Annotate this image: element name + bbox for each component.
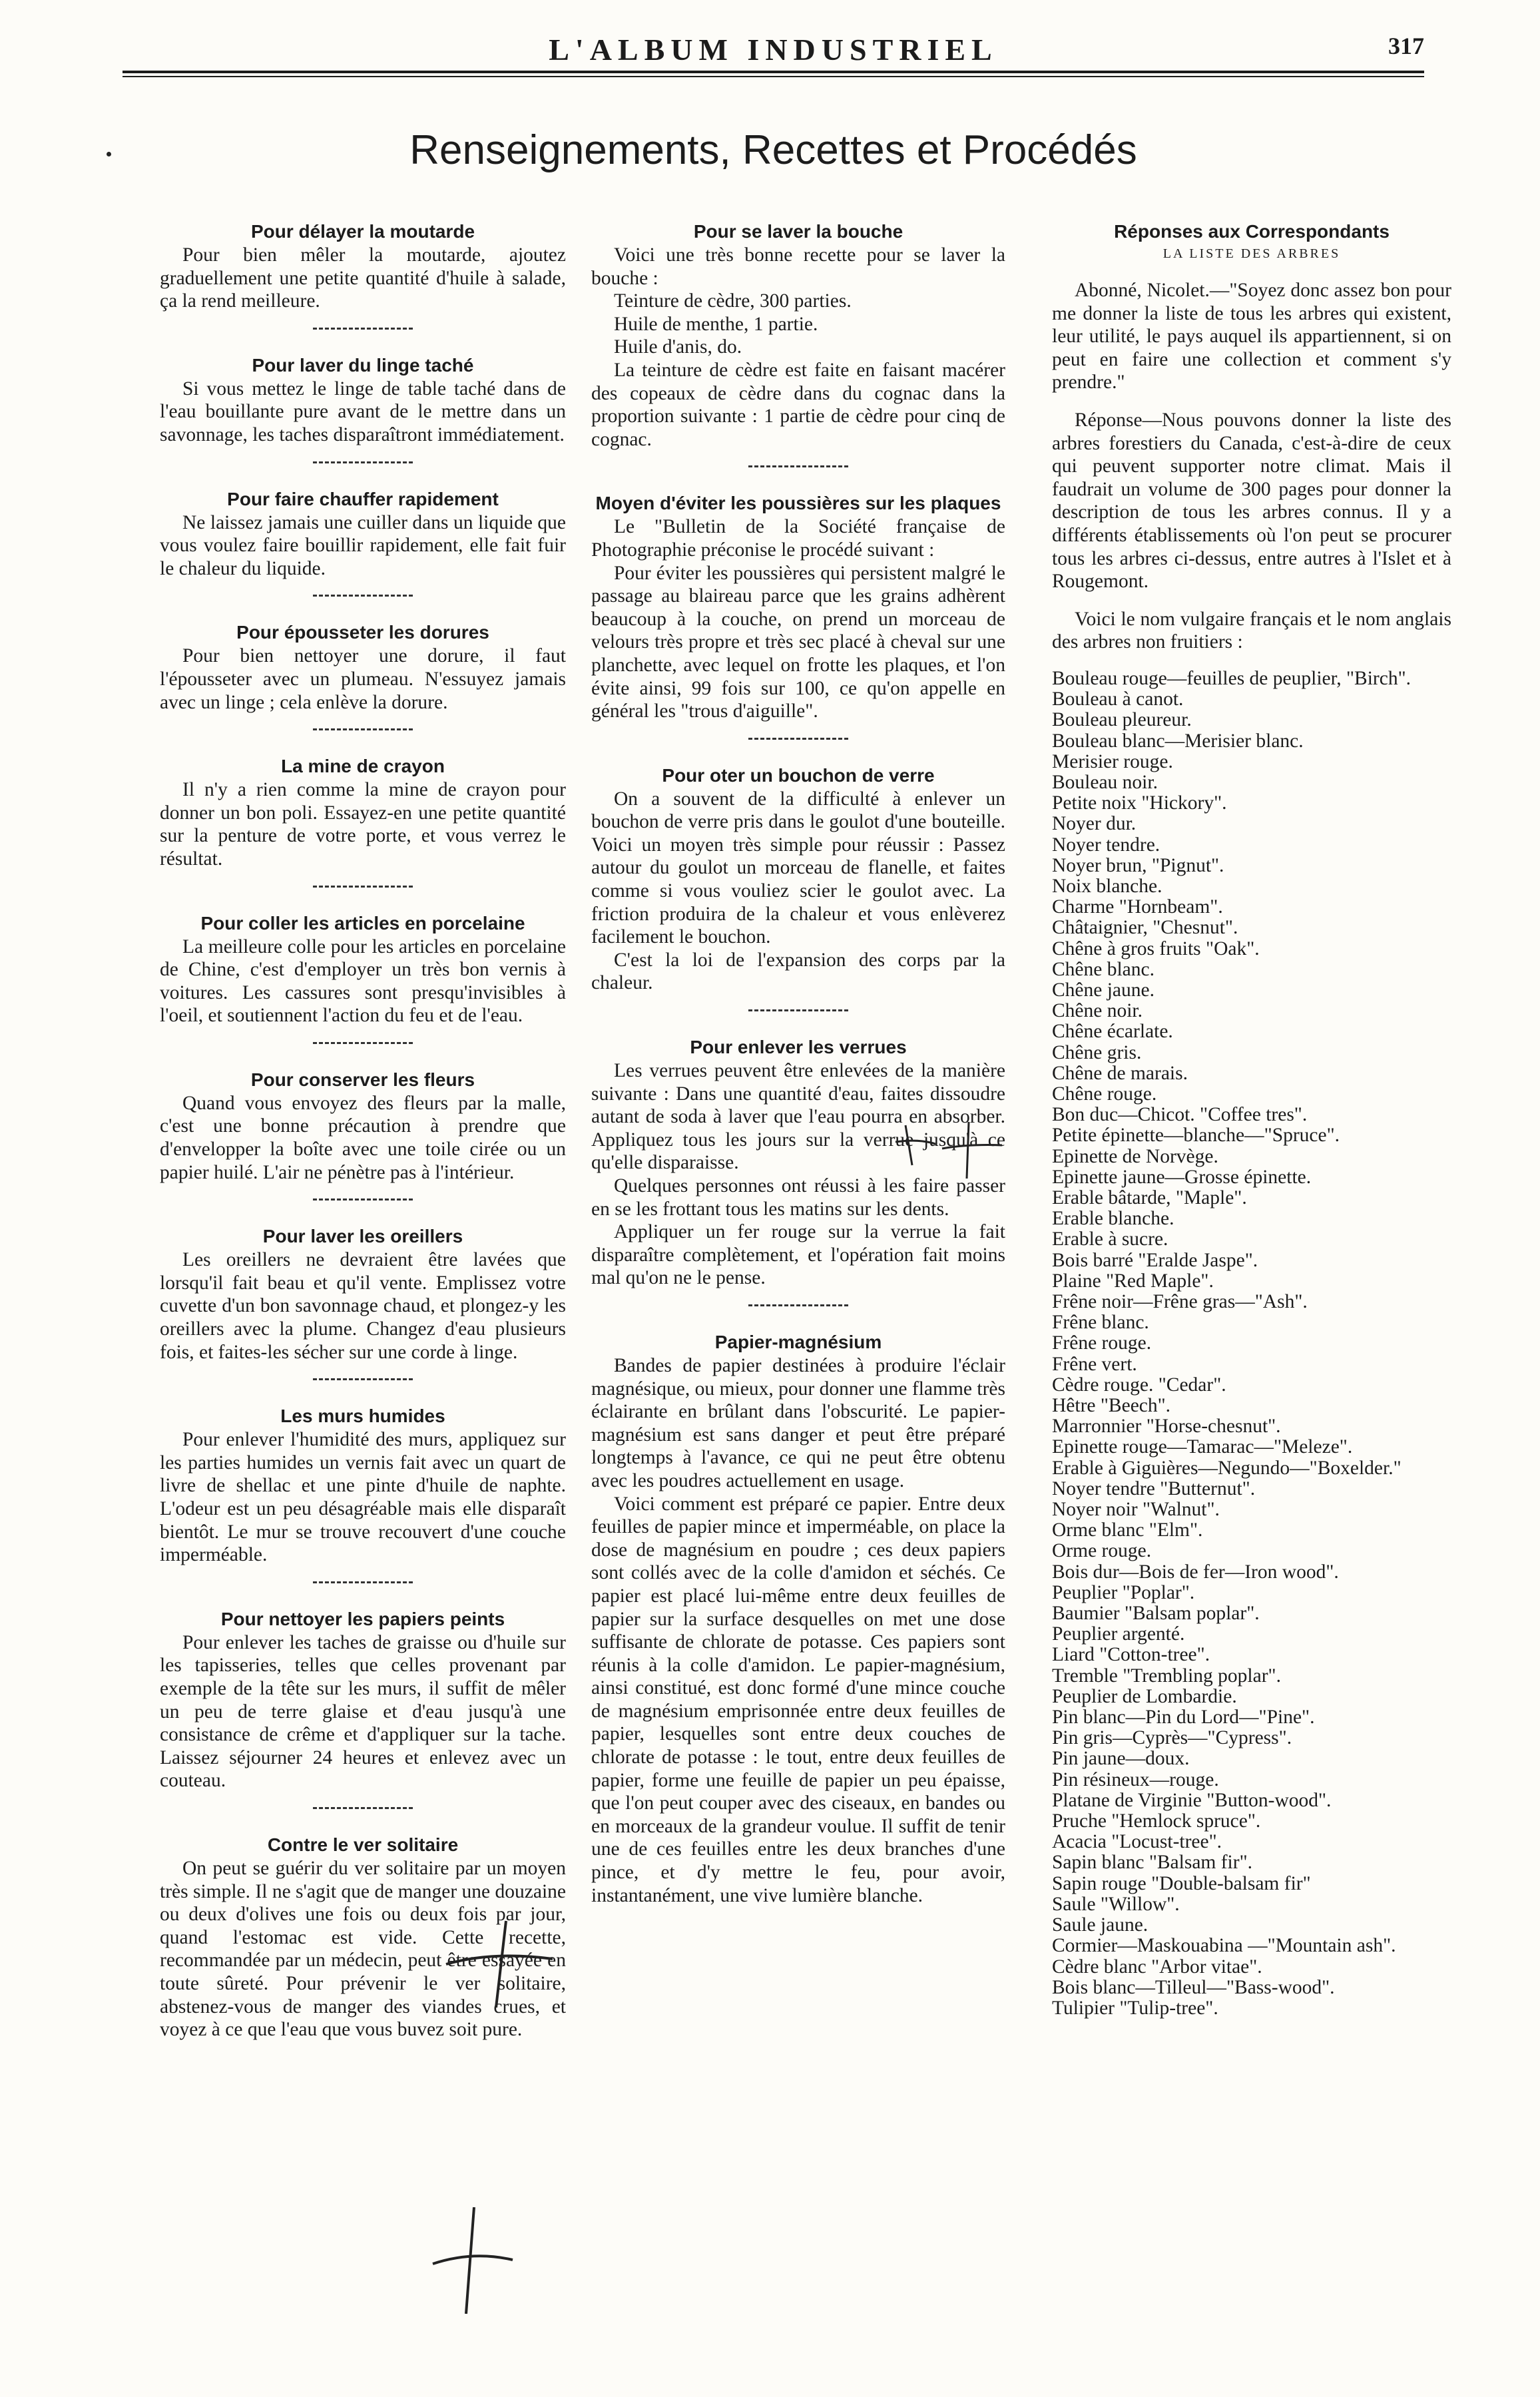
article-heading: Pour faire chauffer rapidement xyxy=(227,488,499,509)
article-heading: Pour oter un bouchon de verre xyxy=(662,764,935,786)
article-paragraph: La meilleure colle pour les articles en porcelaine de Chine, c'est d'employer un très bon vernis à voitures. Les cassures sont presqu'invisibles à l'oeil, et soutiennent l'action du feu et de l'eau. xyxy=(160,935,566,1027)
recipe-line: Teinture de cèdre, 300 parties. xyxy=(614,290,852,312)
section-separator xyxy=(313,595,413,597)
tree-list-item: Noyer noir "Walnut". xyxy=(1052,1499,1220,1521)
header-rule-top xyxy=(123,71,1424,73)
tree-list-item: Orme blanc "Elm". xyxy=(1052,1519,1203,1541)
section-separator xyxy=(313,328,413,330)
tree-list-item: Orme rouge. xyxy=(1052,1540,1152,1562)
tree-list-item: Erable à sucre. xyxy=(1052,1228,1168,1250)
tree-list-item: Epinette de Norvège. xyxy=(1052,1145,1218,1167)
tree-list-item: Saule jaune. xyxy=(1052,1914,1149,1936)
tree-list-item: Erable bâtarde, "Maple". xyxy=(1052,1187,1247,1208)
tree-list-item: Bouleau blanc—Merisier blanc. xyxy=(1052,730,1304,752)
article-paragraph: Il n'y a rien comme la mine de crayon pour donner un bon poli. Essayez-en une petite quantité sur la penture de votre porte, et vous verrez le résultat. xyxy=(160,779,566,870)
article-heading: Pour enlever les verrues xyxy=(690,1037,907,1058)
tree-list-item: Peuplier de Lombardie. xyxy=(1052,1685,1237,1707)
handwritten-cross-mark xyxy=(439,1918,559,2011)
tree-list-item: Frêne noir—Frêne gras—"Ash". xyxy=(1052,1291,1308,1312)
tree-list-item: Erable à Giguières—Negundo—"Boxelder." xyxy=(1052,1457,1402,1479)
article-section xyxy=(591,493,1005,722)
article-paragraph: Bandes de papier destinées à produire l'éclair magnésique, ou mieux, pour donner une flamme très éclairante en brûlant dans l'obscurité. Le papier-magnésium est sans danger et peut être préparé longtemps à l'avance, ce qui ne peut être obtenu avec les poudres actuellement en usage. xyxy=(591,1354,1005,1491)
tree-list-item: Chêne blanc. xyxy=(1052,958,1155,980)
tree-list-item: Bois dur—Bois de fer—Iron wood". xyxy=(1052,1561,1339,1583)
article-section xyxy=(160,489,566,581)
article-heading: Pour conserver les fleurs xyxy=(250,1069,475,1090)
tree-list-item: Chêne écarlate. xyxy=(1052,1021,1173,1043)
section-separator xyxy=(313,1807,413,1809)
tree-list-item: Pin jaune—doux. xyxy=(1052,1748,1190,1770)
tree-list-item: Marronnier "Horse-chesnut". xyxy=(1052,1416,1281,1438)
tree-list-item: Sapin rouge "Double-balsam fir" xyxy=(1052,1872,1311,1894)
article-paragraph: Voici le nom vulgaire français et le nom anglais des arbres non fruitiers : xyxy=(1052,608,1451,653)
article-section xyxy=(160,1069,566,1184)
article-paragraph: Voici comment est préparé ce papier. Entre deux feuilles de papier mince et imperméable, on place la dose de magnésium en poudre ; ces deux papiers sont collés avec de la colle d'amidon et séchés. Ce papier est placé lui-même entre deux feuilles de papier sur la surface desquelles on met une dose suffisante de chlorate de potasse. Ces papiers sont réunis à la colle d'amidon. Le papier-magnésium, ainsi constitué, est donc formé d'une mince couche de magnésium emprisonnée entre deux feuilles de papier, lesquelles sont entre deux couches de chlorate de potasse : le tout, entre deux feuilles de papier, forme une feuille de papier un peu épaisse, que l'on peut couper avec des ciseaux, en bandes ou en morceaux de la grandeur voulue. Il suffit de tenir une de ces feuilles entre les deux branches d'une pince, et d'y mettre le feu, pour avoir, instantanément, une vive lumière blanche. xyxy=(591,1493,1005,1906)
section-separator xyxy=(748,1009,848,1011)
tree-list-item: Liard "Cotton-tree". xyxy=(1052,1644,1210,1666)
article-section xyxy=(160,756,566,870)
article-heading: Papier-magnésium xyxy=(714,1331,882,1352)
tree-list-item: Chêne jaune. xyxy=(1052,979,1155,1001)
article-section xyxy=(160,1226,566,1364)
tree-list-item: Acacia "Locust-tree". xyxy=(1052,1831,1222,1853)
article-paragraph: Les oreillers ne devraient être lavées que lorsqu'il fait beau et qu'il vente. Emplissez votre cuvette d'un bon savonnage chaud, et plongez-y les oreillers avec la plume. Changez d'eau plusieurs fois, et faites-les sécher sur une corde à linge. xyxy=(160,1249,566,1363)
article-heading: Pour laver les oreillers xyxy=(262,1226,463,1247)
article-paragraph: Pour éviter les poussières qui persistent malgré le passage au blaireau parce que les grains adhèrent beaucoup à la couche, on prend un morceau de velours très propre et très sec placé à cheval sur une planchette, avec lequel on frotte les plaques, et l'on évite ainsi, 99 fois sur 100, ce qu'on appelle en général les "trous d'aiguille". xyxy=(591,562,1005,722)
tree-list-item: Saule "Willow". xyxy=(1052,1893,1180,1915)
tree-list-item: Charme "Hornbeam". xyxy=(1052,896,1223,918)
tree-list-item: Noix blanche. xyxy=(1052,875,1162,897)
article-section xyxy=(160,913,566,1027)
article-paragraph: Quelques personnes ont réussi à les faire passer en se les frottant tous les matins sur les dents. xyxy=(591,1175,1005,1220)
tree-list-item: Bois blanc—Tilleul—"Bass-wood". xyxy=(1052,1976,1335,1998)
tree-list-item: Frêne blanc. xyxy=(1052,1312,1149,1334)
tree-list-item: Noyer brun, "Pignut". xyxy=(1052,854,1224,876)
tree-list-item: Bouleau à canot. xyxy=(1052,688,1184,710)
tree-list-item: Erable blanche. xyxy=(1052,1208,1174,1230)
article-paragraph: C'est la loi de l'expansion des corps par la chaleur. xyxy=(591,949,1005,994)
main-title: Renseignements, Recettes et Procédés xyxy=(409,127,1137,173)
tree-list-item: Cormier—Maskouabina —"Mountain ash". xyxy=(1052,1935,1396,1957)
publication-title: L'ALBUM INDUSTRIEL xyxy=(549,33,998,67)
header-rule-bottom xyxy=(123,76,1424,77)
section-subheading: LA LISTE DES ARBRES xyxy=(1162,246,1341,261)
tree-list-item: Châtaignier, "Chesnut". xyxy=(1052,917,1238,939)
article-heading: Pour épousseter les dorures xyxy=(236,622,489,643)
section-separator xyxy=(313,1378,413,1380)
article-paragraph: Pour bien mêler la moutarde, ajoutez graduellement une petite quantité d'huile à salade, ça la rend meilleure. xyxy=(160,244,566,312)
article-paragraph: Pour enlever l'humidité des murs, appliquez sur les parties humides un vernis fait avec un quart de livre de shellac et une pinte d'huile de naphte. L'odeur est un peu désagréable mais elle disparaît bientôt. Le mur se trouve recouvert d'une couche imperméable. xyxy=(160,1429,566,1566)
article-paragraph: Pour bien nettoyer une dorure, il faut l'épousseter avec un plumeau. N'essuyez jamais avec un linge ; cela enlève la dorure. xyxy=(160,645,566,713)
section-separator xyxy=(748,465,848,467)
recipe-line: Huile d'anis, do. xyxy=(614,336,742,358)
column-2 xyxy=(591,221,1005,1907)
tree-list-item: Pin gris—Cyprès—"Cypress". xyxy=(1052,1727,1292,1749)
article-heading: La mine de crayon xyxy=(281,756,445,777)
section-separator xyxy=(313,1198,413,1200)
tree-list-item: Chêne à gros fruits "Oak". xyxy=(1052,937,1260,959)
article-paragraph: Pour enlever les taches de graisse ou d'huile sur les tapisseries, telles que celles provenant par exemple de la tête sur les murs, il suffit de mêler un peu de terre glaise et d'eau jusqu'à une consistance de crême et d'appliquer sur la tache. Laissez séjourner 24 heures et enlevez avec un couteau. xyxy=(160,1631,566,1792)
tree-list-item: Peuplier argenté. xyxy=(1052,1623,1185,1645)
article-paragraph: Appliquer un fer rouge sur la verrue la fait disparaître complètement, et l'opération fait moins mal qu'on ne le pense. xyxy=(591,1221,1005,1289)
page-number: 317 xyxy=(1388,33,1424,59)
article-paragraph: Abonné, Nicolet.—"Soyez donc assez bon pour me donner la liste de tous les arbres qui existent, leur utilité, le pays auquel ils appartiennent, si on peut en faire une collection et comment s'y prendre." xyxy=(1052,280,1451,394)
article-heading: Pour délayer la moutarde xyxy=(250,221,475,242)
article-heading: Pour nettoyer les papiers peints xyxy=(220,1608,505,1629)
tree-list-item: Chêne gris. xyxy=(1052,1041,1142,1063)
article-paragraph: Quand vous envoyez des fleurs par la malle, c'est une bonne précaution à prendre que d'envelopper la boîte avec une toile cirée ou un papier huilé. L'air ne pénètre pas à l'intérieur. xyxy=(160,1092,566,1183)
article-heading: Les murs humides xyxy=(280,1406,445,1427)
section-separator xyxy=(313,1581,413,1583)
tree-list-item: Merisier rouge. xyxy=(1052,750,1173,772)
section-separator xyxy=(748,1304,848,1306)
article-section xyxy=(591,765,1005,995)
tree-list-item: Noyer dur. xyxy=(1052,813,1137,835)
article-paragraph: Voici une très bonne recette pour se laver la bouche : xyxy=(591,244,1005,289)
article-section xyxy=(160,221,566,313)
section-separator xyxy=(313,461,413,463)
article-paragraph: Les verrues peuvent être enlevées de la manière suivante : Dans une quantité d'eau, faites dissoudre autant de soda à laver que l'eau pourra en absorber. Appliquez tous les jours sur la verrue jusqu'à ce qu'elle disparaisse. xyxy=(591,1060,1005,1174)
tree-list-item: Bouleau pleureur. xyxy=(1052,709,1192,731)
section-separator xyxy=(313,728,413,730)
tree-list-item: Noyer tendre "Butternut". xyxy=(1052,1477,1256,1499)
tree-list-item: Petite noix "Hickory". xyxy=(1052,792,1227,814)
tree-list-item: Bon duc—Chicot. "Coffee tres". xyxy=(1052,1104,1308,1126)
tree-list-item: Baumier "Balsam poplar". xyxy=(1052,1603,1260,1625)
tree-list-item: Peuplier "Poplar". xyxy=(1052,1581,1195,1603)
tree-list xyxy=(1052,668,1451,2019)
article-section xyxy=(591,1332,1005,1907)
handwritten-cross-mark xyxy=(892,1119,1012,1185)
article-paragraph: Le "Bulletin de la Société française de Photographie préconise le procédé suivant : xyxy=(591,516,1005,561)
tree-list-item: Bouleau noir. xyxy=(1052,771,1158,793)
article-heading: Pour se laver la bouche xyxy=(693,221,903,242)
tree-list-item: Chêne noir. xyxy=(1052,1000,1143,1022)
section-separator xyxy=(313,886,413,888)
tree-list-item: Pruche "Hemlock spruce". xyxy=(1052,1810,1261,1832)
article-heading: Pour coller les articles en porcelaine xyxy=(200,912,525,933)
tree-list-item: Frêne vert. xyxy=(1052,1353,1137,1375)
tree-list-item: Epinette jaune—Grosse épinette. xyxy=(1052,1166,1312,1188)
article-section xyxy=(160,355,566,447)
tree-list-item: Pin blanc—Pin du Lord—"Pine". xyxy=(1052,1707,1315,1729)
tree-list-item: Noyer tendre. xyxy=(1052,834,1160,856)
tree-list-item: Chêne de marais. xyxy=(1052,1062,1188,1084)
tree-list-item: Cèdre rouge. "Cedar". xyxy=(1052,1374,1226,1396)
article-heading: Moyen d'éviter les poussières sur les plaques xyxy=(595,493,1001,514)
column-3 xyxy=(1052,221,1451,2019)
tree-list-item: Bouleau rouge—feuilles de peuplier, "Birch". xyxy=(1052,667,1411,689)
tree-list-item: Tulipier "Tulip-tree". xyxy=(1052,1997,1218,2019)
tree-list-item: Bois barré "Eralde Jaspe". xyxy=(1052,1249,1258,1271)
article-section xyxy=(160,1609,566,1792)
tree-list-item: Plaine "Red Maple". xyxy=(1052,1270,1214,1292)
article-paragraph: On a souvent de la difficulté à enlever un bouchon de verre pris dans le goulot d'une bouteille. Voici un moyen très simple pour réussir : Passez autour du goulot un morceau de flanelle, et faites comme si vous vouliez scier le goulot avec. La friction produira de la chaleur et vous enlèverez facilement le bouchon. xyxy=(591,788,1005,948)
tree-list-item: Epinette rouge—Tamarac—"Meleze". xyxy=(1052,1436,1353,1458)
article-paragraph: La teinture de cèdre est faite en faisant macérer des copeaux de cèdre dans du cognac dans la proportion suivante : 1 partie de cèdre pour cinq de cognac. xyxy=(591,359,1005,450)
article-section xyxy=(591,221,1005,451)
tree-list-item: Tremble "Trembling poplar". xyxy=(1052,1665,1281,1687)
article-section xyxy=(160,1406,566,1567)
article-paragraph: On peut se guérir du ver solitaire par un moyen très simple. Il ne s'agit que de manger une douzaine ou deux d'olives une fois ou deux fois par jour, quand l'estomac est vide. Cette recette, recommandée par un médecin, peut être essayée en toute sûreté. Pour prévenir le ver solitaire, abstenez-vous de manger des viandes crues, et voyez à ce que l'eau que vous buvez soit pure. xyxy=(160,1857,566,2041)
margin-dot xyxy=(107,152,111,156)
recipe-line: Huile de menthe, 1 partie. xyxy=(614,313,818,335)
article-paragraph: Si vous mettez le linge de table taché dans de l'eau bouillante pure avant de le mettre dans un savonnage, les taches disparaîtront immédiatement. xyxy=(160,378,566,445)
article-paragraph: Ne laissez jamais une cuiller dans un liquide que vous voulez faire bouillir rapidement, elle fait fuir le chaleur du liquide. xyxy=(160,511,566,579)
handwritten-cross-mark xyxy=(426,2204,519,2317)
tree-list-item: Cèdre blanc "Arbor vitae". xyxy=(1052,1956,1262,1978)
column-1 xyxy=(160,221,566,2041)
tree-list-item: Platane de Virginie "Button-wood". xyxy=(1052,1789,1332,1811)
article-heading: Contre le ver solitaire xyxy=(267,1834,459,1855)
article-heading: Pour laver du linge taché xyxy=(252,354,474,376)
article-paragraph: Réponse—Nous pouvons donner la liste des arbres forestiers du Canada, c'est-à-dire de ceux qui peuvent supporter notre climat. Mais il faudrait un volume de 300 pages pour donner la description de tous les arbres connus. Il y a différents établissements où l'on peut se procurer tous les arbres ci-dessus, entre autres à l'Islet et à Rougemont. xyxy=(1052,409,1451,593)
tree-list-item: Chêne rouge. xyxy=(1052,1083,1157,1105)
tree-list-item: Frêne rouge. xyxy=(1052,1332,1152,1354)
tree-list-item: Hêtre "Beech". xyxy=(1052,1395,1171,1417)
section-separator xyxy=(748,738,848,740)
running-header xyxy=(123,28,1424,68)
tree-list-item: Petite épinette—blanche—"Spruce". xyxy=(1052,1125,1340,1147)
article-section xyxy=(160,622,566,714)
tree-list-item: Sapin blanc "Balsam fir". xyxy=(1052,1852,1252,1874)
section-heading: Réponses aux Correspondants xyxy=(1114,221,1390,242)
tree-list-item: Pin résineux—rouge. xyxy=(1052,1768,1219,1790)
section-separator xyxy=(313,1042,413,1044)
